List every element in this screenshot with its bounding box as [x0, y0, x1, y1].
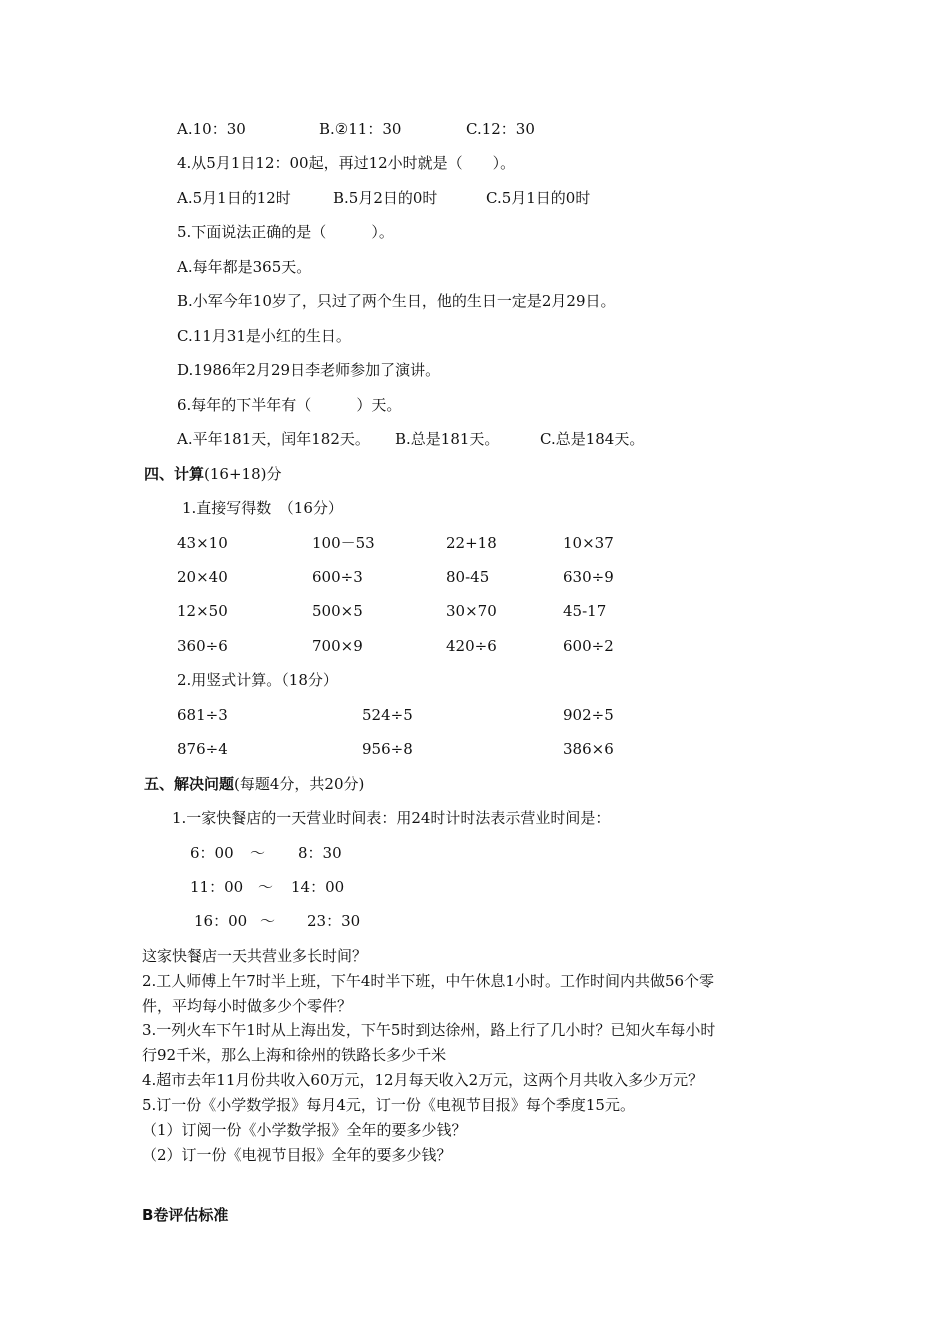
option-b: B.小军今年10岁了，只过了两个生日，他的生日一定是2月29日。	[177, 292, 616, 310]
problem: 600÷2	[563, 637, 614, 655]
option-a: A.10：30	[177, 120, 246, 138]
option-a: A.5月1日的12时	[177, 189, 291, 207]
problem: 22+18	[446, 534, 497, 552]
section-points: (每题4分，共20分)	[234, 775, 365, 793]
part-2-title: 2.用竖式计算。（18分）	[177, 671, 338, 689]
problem-3-line-2: 行92千米，那么上海和徐州的铁路长多少千米	[142, 1046, 447, 1064]
section-title: 五、解决问题	[144, 775, 235, 793]
problem: 43×10	[177, 534, 228, 552]
problem: 10×37	[563, 534, 614, 552]
option-b: B.②11：30	[319, 120, 402, 138]
time-start: 11：00	[190, 878, 244, 896]
question-4: 4.从5月1日12：00起，再过12小时就是（ ）。	[177, 154, 516, 172]
option-c: C.12：30	[466, 120, 535, 138]
option-c: C.11月31是小红的生日。	[177, 327, 351, 345]
option-a: A.每年都是365天。	[177, 258, 312, 276]
problem-1-question: 这家快餐店一天共营业多长时间？	[142, 947, 368, 965]
section-5-heading	[144, 774, 364, 794]
time-end: 23：30	[307, 912, 361, 930]
option-b: B.总是181天。	[395, 430, 500, 448]
problem-5: 5.订一份《小学数学报》每月4元，订一份《电视节目报》每个季度15元。	[142, 1096, 635, 1114]
problem: 12×50	[177, 602, 228, 620]
section-4-heading	[144, 464, 281, 484]
problem: 45-17	[563, 602, 607, 620]
problem: 600÷3	[312, 568, 363, 586]
problem: 80-45	[446, 568, 490, 586]
section-points: (16+18)分	[204, 465, 282, 483]
problem-3-line-1: 3.一列火车下午1时从上海出发，下午5时到达徐州，路上行了几小时？已知火车每小时	[142, 1021, 716, 1039]
option-d: D.1986年2月29日李老师参加了演讲。	[177, 361, 441, 379]
problem: 630÷9	[563, 568, 614, 586]
part-1-title: 1.直接写得数 （16分）	[182, 499, 343, 517]
problem-5-sub-2: （2）订一份《电视节目报》全年的要多少钱？	[142, 1146, 452, 1164]
option-b: B.5月2日的0时	[333, 189, 438, 207]
problem: 956÷8	[362, 740, 413, 758]
option-a: A.平年181天，闰年182天。	[177, 430, 370, 448]
problem-4: 4.超市去年11月份共收入60万元，12月每天收入2万元，这两个月共收入多少万元？	[142, 1071, 704, 1089]
tilde: ～	[258, 878, 274, 896]
problem: 30×70	[446, 602, 497, 620]
section-title: 四、计算	[144, 465, 205, 483]
option-c: C.5月1日的0时	[486, 189, 591, 207]
time-end: 14：00	[291, 878, 345, 896]
problem: 20×40	[177, 568, 228, 586]
problem: 902÷5	[563, 706, 614, 724]
problem: 681÷3	[177, 706, 228, 724]
problem: 524÷5	[362, 706, 413, 724]
problem: 700×9	[312, 637, 363, 655]
question-5: 5.下面说法正确的是（ ）。	[177, 223, 394, 241]
tilde: ～	[260, 912, 276, 930]
tilde: ～	[250, 844, 266, 862]
problem: 386×6	[563, 740, 614, 758]
problem-5-sub-1: （1）订阅一份《小学数学报》全年的要多少钱？	[142, 1121, 467, 1139]
problem: 876÷4	[177, 740, 228, 758]
time-end: 8：30	[298, 844, 342, 862]
question-6: 6.每年的下半年有（ ）天。	[177, 396, 402, 414]
time-start: 6：00	[190, 844, 234, 862]
footer-heading: B卷评估标准	[142, 1206, 229, 1224]
problem: 420÷6	[446, 637, 497, 655]
problem-1-intro: 1.一家快餐店的一天营业时间表：用24时计时法表示营业时间是：	[172, 809, 611, 827]
problem-2-line-2: 件，平均每小时做多少个零件？	[142, 997, 353, 1015]
problem-2-line-1: 2.工人师傅上午7时半上班，下午4时半下班，中午休息1小时。工作时间内共做56个零	[142, 972, 715, 990]
problem: 360÷6	[177, 637, 228, 655]
problem: 100－53	[312, 534, 375, 552]
option-c: C.总是184天。	[540, 430, 645, 448]
problem: 500×5	[312, 602, 363, 620]
time-start: 16：00	[194, 912, 248, 930]
